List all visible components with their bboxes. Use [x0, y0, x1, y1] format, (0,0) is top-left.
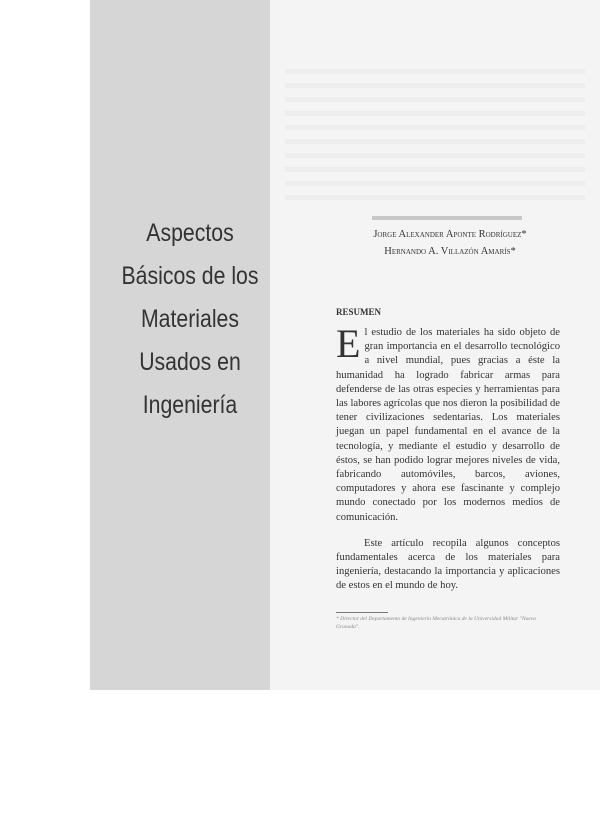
author: Hernando A. Villazón Amarís* — [384, 246, 516, 257]
drop-cap: E — [336, 321, 361, 366]
title-line: Usados en — [139, 348, 241, 376]
footnote: * Director del Departamento de Ingeniería Mecatrónica de la Universidad Militar "Nueva Granada". — [336, 616, 536, 630]
title-line: Materiales — [140, 305, 240, 333]
section-heading: RESUMEN — [336, 307, 382, 317]
authors — [340, 226, 560, 260]
bleed-through-text — [285, 60, 585, 200]
title-line: Aspectos — [146, 219, 234, 247]
abstract-paragraph: Este artículo recopila algunos conceptos fundamentales acerca de los materiales para ingeniería, destacando la importancia y aplicaciones de estos en el mundo de hoy. — [336, 537, 560, 592]
title-line: Básicos de los — [121, 262, 259, 290]
title-line: Ingeniería — [142, 391, 238, 419]
author: Jorge Alexander Aponte Rodríguez* — [373, 229, 527, 240]
footnote-rule — [336, 612, 388, 613]
divider — [372, 216, 522, 220]
abstract — [336, 321, 560, 604]
article-title — [114, 212, 267, 427]
abstract-paragraph: l estudio de los materiales ha sido objeto de gran importancia en el desarrollo tecnológico a nivel mundial, pues gracias a éste la humanidad ha logrado fabricar armas para defenderse de las otras especies y herramientas para las labores agrícolas que nos dieron la posibilidad de tener civilizaciones sedentarias. Los materiales juegan un papel fundamental en el avance de la tecnología, y mediante el estudio y desarrollo de éstos, se han podido lograr mejores niveles de vida, fabricando automóviles, barcos, aviones, computadores y ahora ese fascinante y complejo mundo conectado por los modernos medios de comunicación. — [336, 327, 560, 523]
